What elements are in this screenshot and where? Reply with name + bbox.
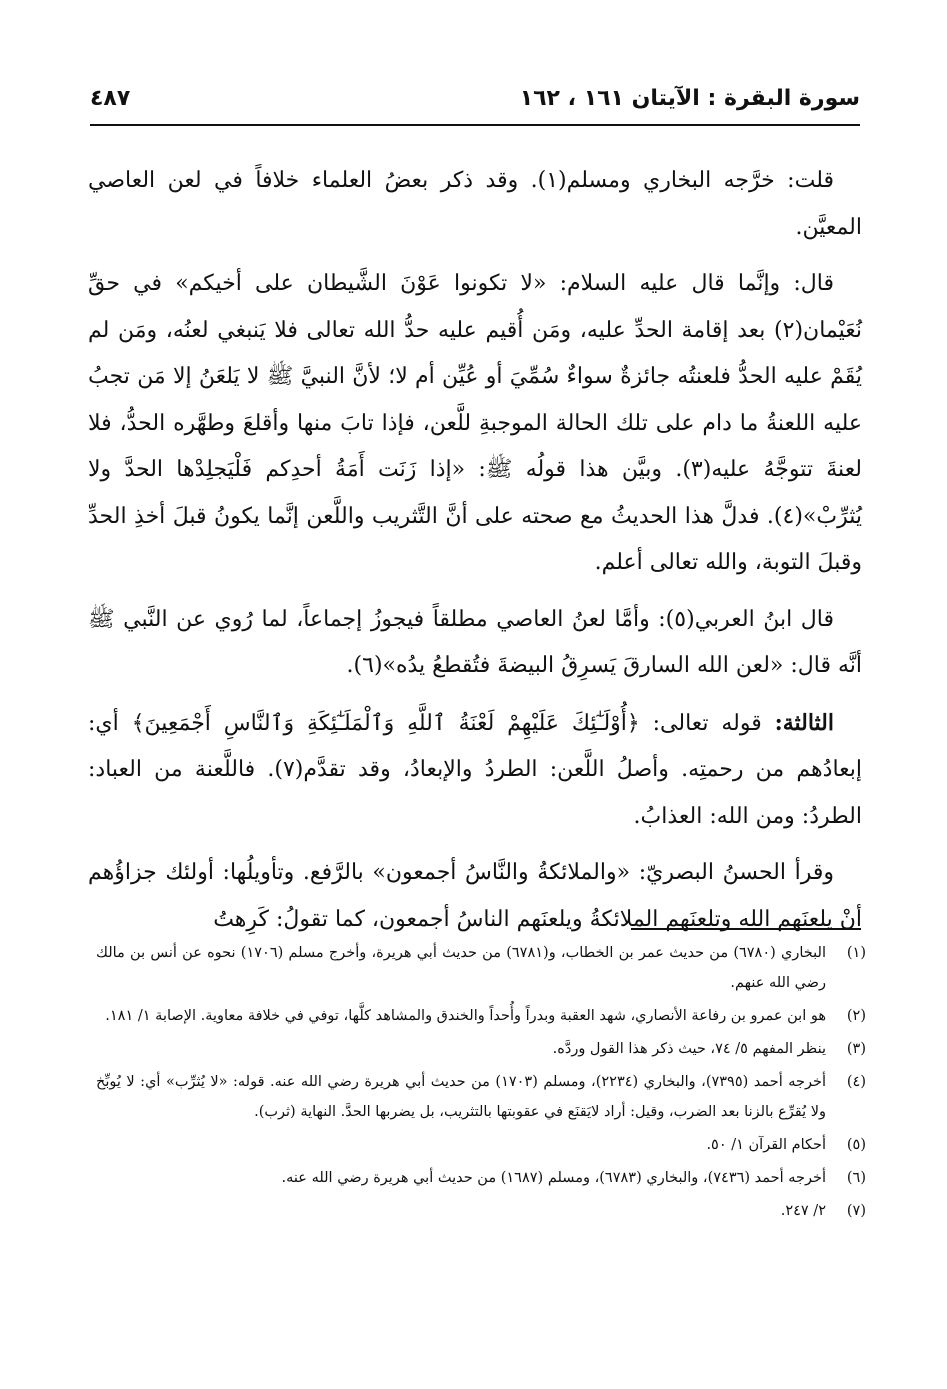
paragraph-text: قوله تعالى: ﴿أُوْلَـٰٓئِكَ عَلَيْهِمْ لَعْنَةُ ٱللَّهِ وَٱلْمَلَـٰٓئِكَةِ وَٱلنَّاسِ أَجْمَعِينَ﴾ أي: إبعادُهم من رحمتِه. وأصلُ اللَّعن: الطردُ والإبعادُ، وقد تقدَّم(٧). فاللَّعنة من العباد: الطردُ: ومن الله: العذابُ. — [88, 710, 862, 829]
footnote — [96, 1163, 866, 1193]
paragraph — [88, 261, 862, 587]
footnote-number: (٦) — [846, 1170, 866, 1186]
footnote-number: (٧) — [846, 1203, 866, 1219]
footnote-number: (٥) — [846, 1137, 866, 1153]
main-text — [88, 158, 862, 953]
footnote-divider — [631, 928, 861, 930]
footnote-text: هو ابن عمرو بن رفاعة الأنصاري، شهد العقبة وبدراً وأُحداً والخندق والمشاهد كلَّها، توفي في خلافة معاوية. الإصابة ١/ ١٨١. — [105, 1008, 826, 1024]
running-header — [90, 84, 860, 126]
footnote-text: ينظر المفهم ٥/ ٧٤، حيث ذكر هذا القول وردَّه. — [552, 1041, 826, 1057]
footnote-text: أخرجه أحمد (٧٤٣٦)، والبخاري (٦٧٨٣)، ومسلم (١٦٨٧) من حديث أبي هريرة رضي الله عنه. — [281, 1170, 826, 1186]
paragraph — [88, 158, 862, 251]
paragraph-text: قال: وإنَّما قال عليه السلام: «لا تكونوا عَوْنَ الشَّيطان على أخيكم» في حقِّ نُعَيْمان(٢) بعد إقامة الحدِّ عليه، ومَن أُقيم عليه حدُّ الله تعالى فلا يَنبغي لعنُه، ومَن لم يُقَمْ عليه الحدُّ فلعنتُه جائزةٌ سواءٌ سُمِّيَ أو عُيِّن أم لا؛ لأنَّ النبيَّ ﷺ لا يَلعَنُ إلا مَن تجبُ عليه اللعنةُ ما دام على تلك الحالة الموجبةِ للَّعن، فإذا تابَ منها وأقلعَ وطهَّره الحدُّ، فلا لعنةَ تتوجَّهُ عليه(٣). وبيَّن هذا قولُه ﷺ: «إذا زَنَت أَمَةُ أحدِكم فَلْيَجلِدْها الحدَّ ولا يُثرِّبْ»(٤). فدلَّ هذا الحديثُ مع صحته على أنَّ التَّثريب واللَّعن إنَّما يكونُ قبلَ أخذِ الحدِّ وقبلَ التوبة، والله تعالى أعلم. — [88, 271, 863, 575]
footnote-text: أخرجه أحمد (٧٣٩٥)، والبخاري (٢٢٣٤)، ومسلم (١٧٠٣) من حديث أبي هريرة رضي الله عنه. قوله: «لا يُثرِّب» أي: لا يُوبِّخ ولا يُقرِّع بالزنا بعد الضرب، وقيل: أراد لايَقنَع في عقوبتها بالتثريب، بل يضربها الحدَّ. النهاية (ثرب). — [96, 1074, 827, 1120]
footnote-text: البخاري (٦٧٨٠) من حديث عمر بن الخطاب، و(٦٧٨١) من حديث أبي هريرة، وأخرج مسلم (١٧٠٦) نحوه عن أنس بن مالك رضي الله عنهم. — [96, 945, 826, 991]
footnote-number: (٢) — [846, 1008, 866, 1024]
footnote-number: (٤) — [846, 1074, 866, 1090]
footnote-number: (١) — [846, 945, 866, 961]
paragraph-text: قلت: خرَّجه البخاري ومسلم(١). وقد ذكر بعضُ العلماء خلافاً في لعن العاصي المعيَّن. — [88, 168, 862, 240]
footnote-number: (٣) — [846, 1041, 866, 1057]
paragraph-text: وقرأ الحسنُ البصريّ: «والملائكةُ والنَّاسُ أجمعون» بالرَّفع. وتأويلُها: أولئك جزاؤُهم أنْ يلعنَهم الله وتلعنَهم الملائكةُ ويلعنَهم الناسُ أجمعون، كما تقولُ: كَرِهتُ — [88, 860, 862, 932]
paragraph — [88, 597, 862, 690]
footnote-text: أحكام القرآن ١/ ٥٠. — [706, 1137, 826, 1153]
paragraph — [88, 700, 862, 841]
footnote — [96, 1001, 866, 1031]
page-number: ٤٨٧ — [90, 86, 131, 111]
footnote-text: ٢/ ٢٤٧. — [780, 1203, 826, 1219]
surah-title: سورة البقرة : الآيتان ١٦١ ، ١٦٢ — [519, 86, 860, 111]
footnote — [96, 1196, 866, 1226]
footnote — [96, 938, 866, 998]
footnote — [96, 1067, 866, 1127]
footnote — [96, 1130, 866, 1160]
section-heading: الثالثة: — [774, 709, 834, 736]
footnote — [96, 1034, 866, 1064]
footnotes — [96, 938, 866, 1229]
paragraph-text: قال ابنُ العربي(٥): وأمَّا لعنُ العاصي مطلقاً فيجوزُ إجماعاً، لما رُوي عن النَّبي ﷺ أنَّه قال: «لعن الله السارقَ يَسرِقُ البيضةَ فتُقطعُ يدُه»(٦). — [88, 606, 862, 678]
